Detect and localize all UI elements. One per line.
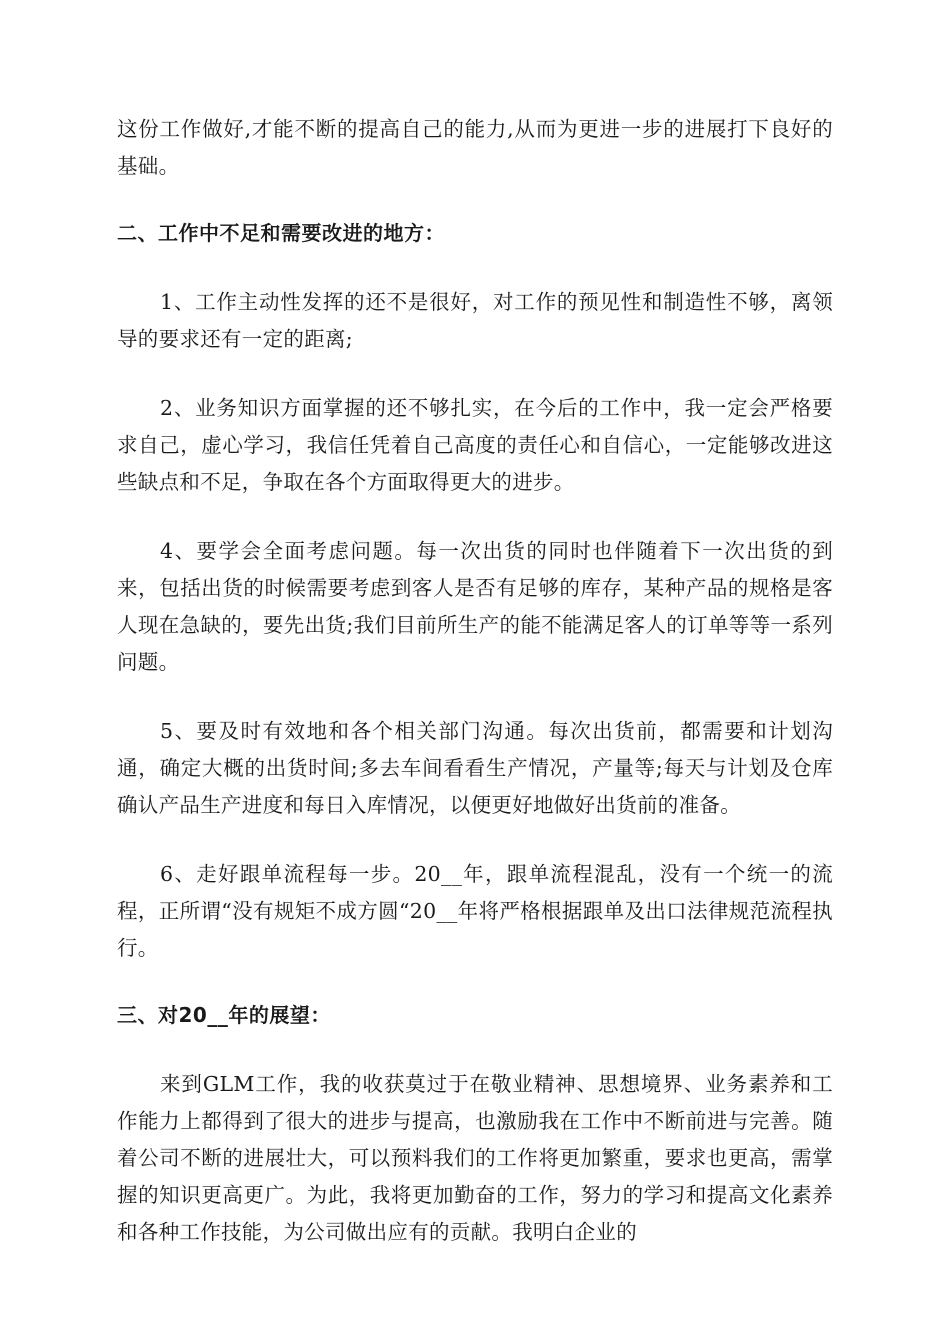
paragraph-outlook: 来到GLM工作，我的收获莫过于在敬业精神、思想境界、业务素养和工作能力上都得到了很大的进步与提高，也激励我在工作中不断前进与完善。随着公司不断的进展壮大，可以预料我们的工作将更加繁重，要求也更高，需掌握的知识更高更广。为此，我将更加勤奋的工作，努力的学习和提高文化素养和各种工作技能，为公司做出应有的贡献。我明白企业的 <box>117 1072 833 1244</box>
paragraph-item-6: 6、走好跟单流程每一步。20__年，跟单流程混乱，没有一个统一的流程，正所谓“没有规矩不成方圆“20__年将严格根据跟单及出口法律规范流程执行。 <box>117 862 833 960</box>
section-heading-shortcomings: 二、工作中不足和需要改进的地方： <box>117 221 445 245</box>
paragraph-item-1: 1、工作主动性发挥的还不是很好，对工作的预见性和制造性不够，离领导的要求还有一定的距离; <box>117 290 833 351</box>
document-body <box>117 111 833 1251</box>
paragraph-intro: 这份工作做好,才能不断的提高自己的能力,从而为更进一步的进展打下良好的基础。 <box>117 117 833 178</box>
paragraph-item-5: 5、要及时有效地和各个相关部门沟通。每次出货前，都需要和计划沟通，确定大概的出货时间;多去车间看看生产情况，产量等;每天与计划及仓库确认产品生产进度和每日入库情况，以便更好地做好出货前的准备。 <box>117 719 833 817</box>
paragraph-item-2: 2、业务知识方面掌握的还不够扎实，在今后的工作中，我一定会严格要求自己，虚心学习，我信任凭着自己高度的责任心和自信心，一定能够改进这些缺点和不足，争取在各个方面取得更大的进步。 <box>117 396 833 494</box>
section-heading-outlook: 三、对20__年的展望： <box>117 1003 331 1027</box>
paragraph-item-4: 4、要学会全面考虑问题。每一次出货的同时也伴随着下一次出货的到来，包括出货的时候需要考虑到客人是否有足够的库存，某种产品的规格是客人现在急缺的，要先出货;我们目前所生产的能不能满足客人的订单等等一系列问题。 <box>117 539 833 674</box>
